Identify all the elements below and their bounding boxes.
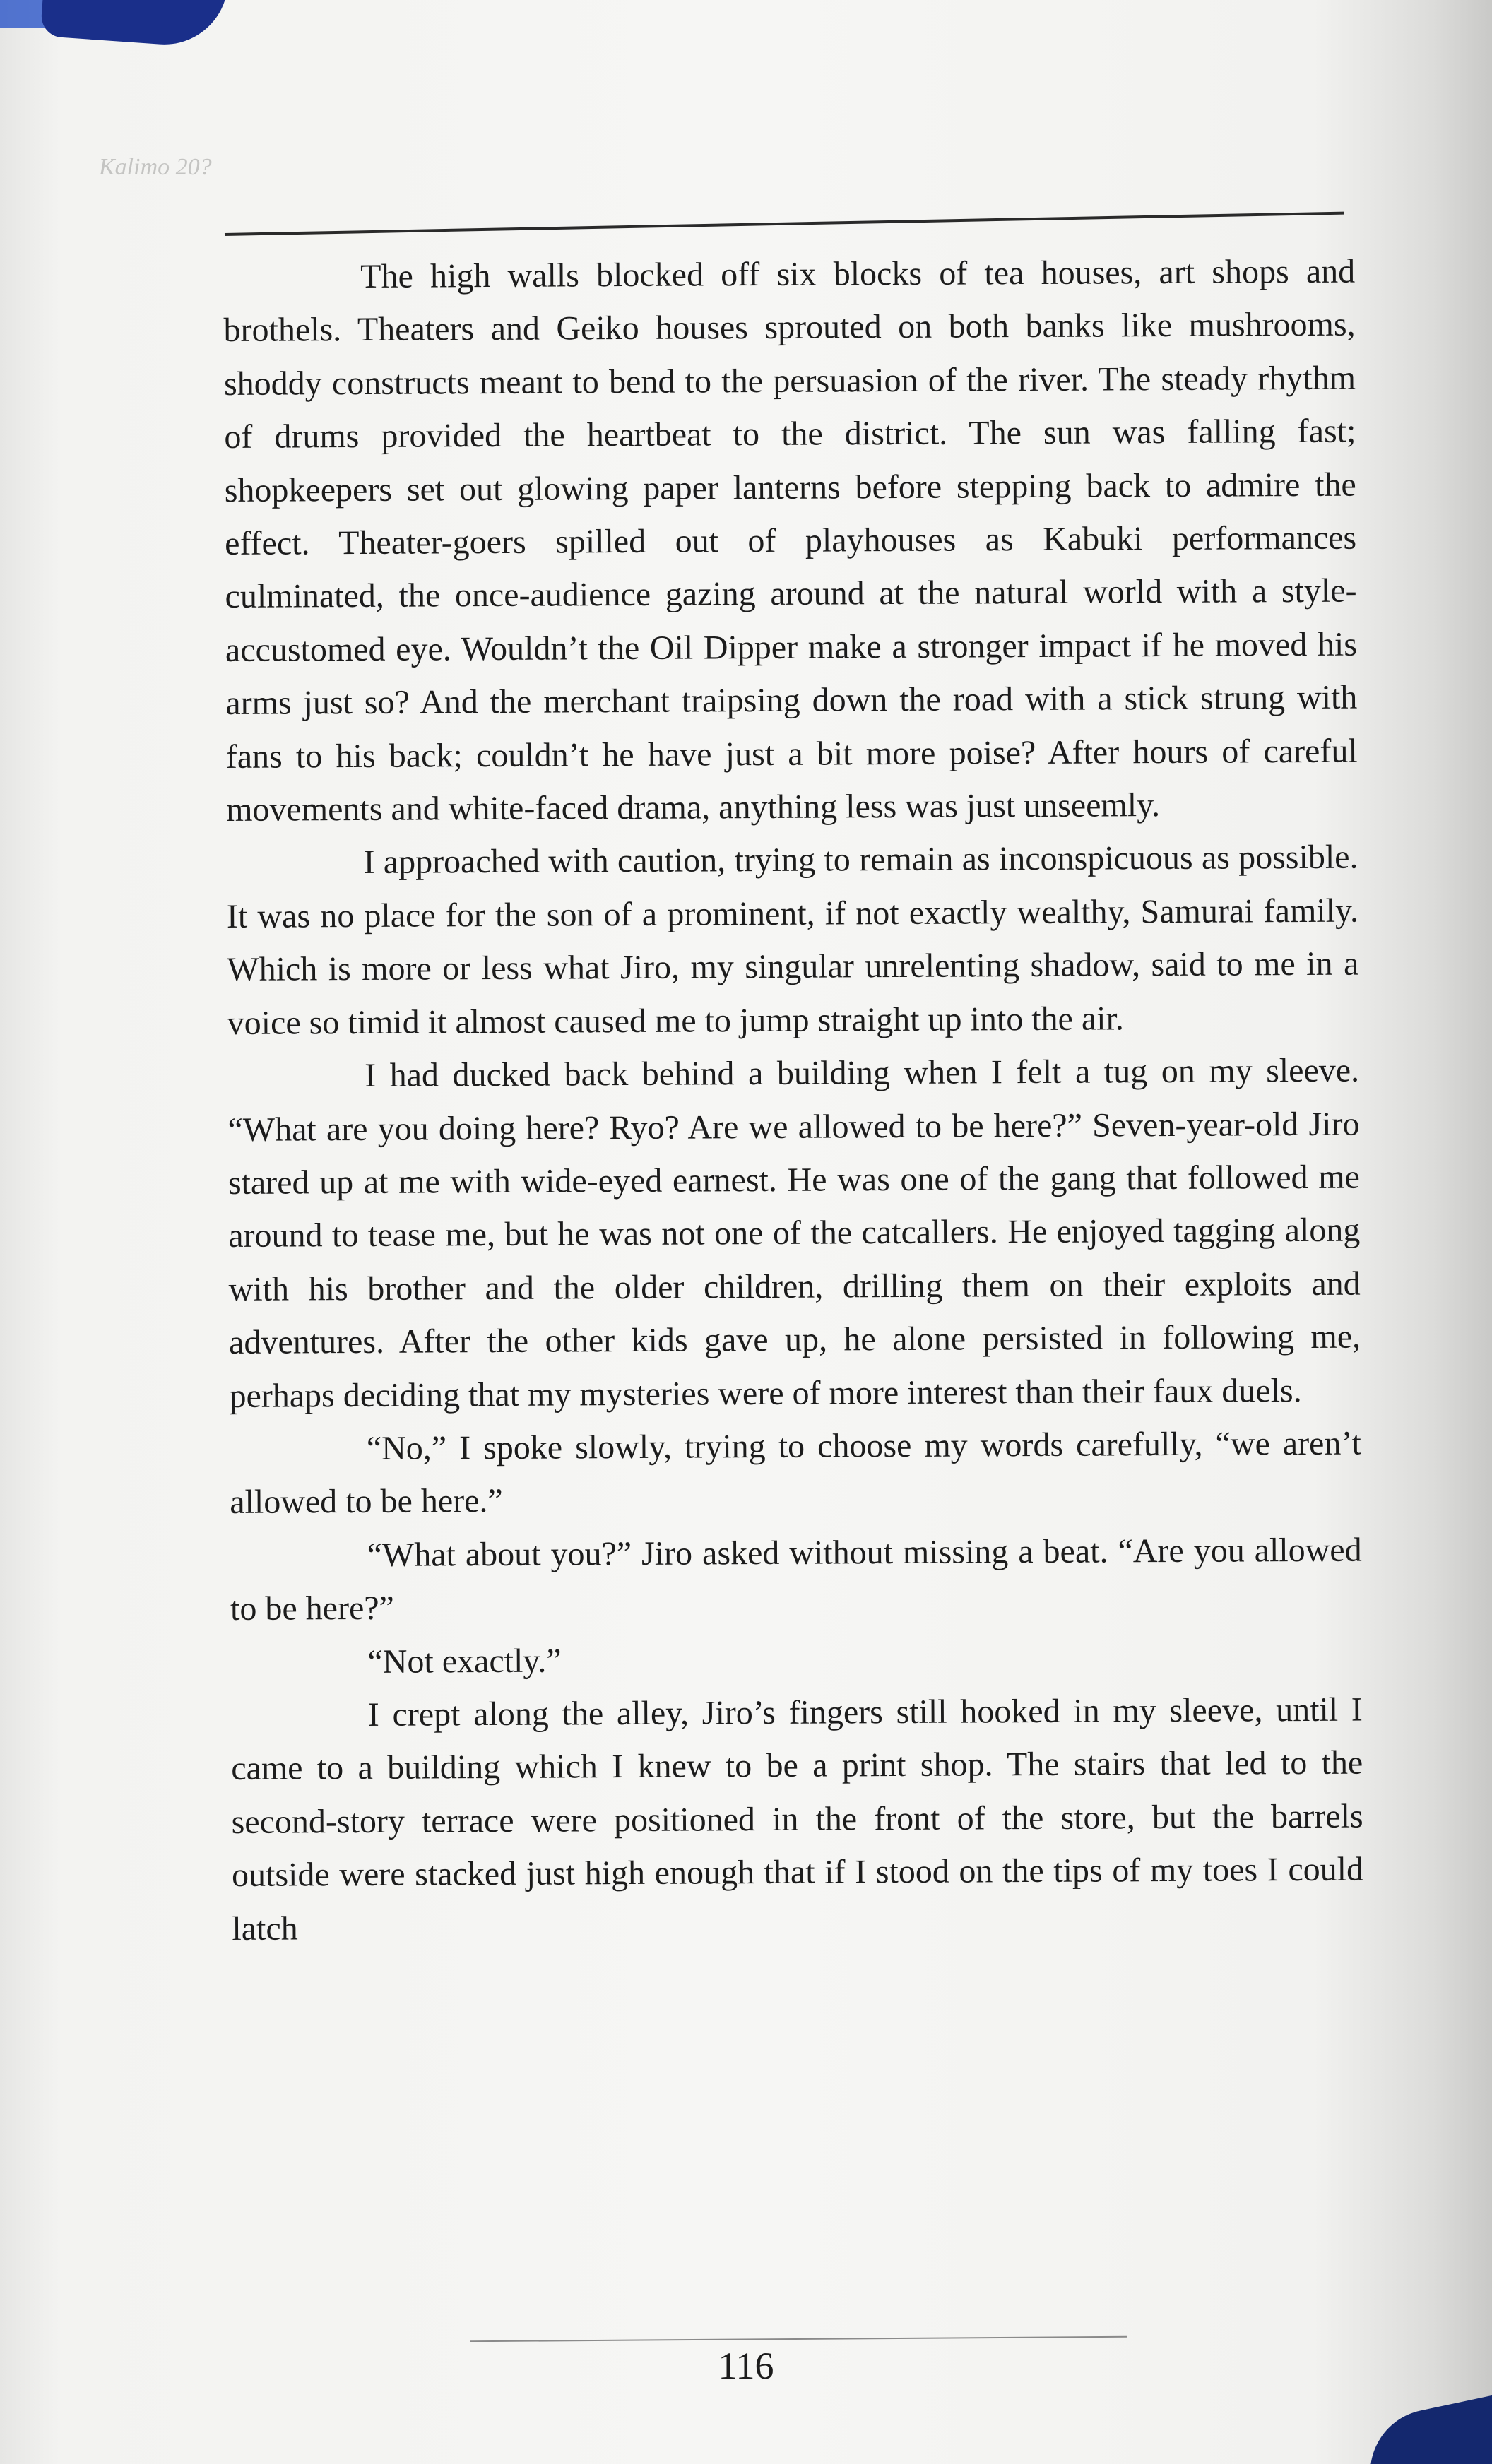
paragraph: “What about you?” Jiro asked without missing a beat. “Are you allowed to be here?” <box>230 1531 1362 1628</box>
paragraph: I crept along the alley, Jiro’s fingers still hooked in my sleeve, until I came to a building which I knew to be a print shop. The stairs that led to the second-story terrace were positioned in the front of the store, but the barrels outside were stacked just high enough that if I stood on the tips of my toes I could latch <box>231 1690 1364 1948</box>
header-rule <box>225 212 1344 236</box>
paragraph: “No,” I spoke slowly, trying to choose my words carefully, “we aren’t allowed to be here.” <box>230 1424 1361 1522</box>
running-head: Kalimo 20? <box>99 154 212 180</box>
body-text <box>223 245 1366 2292</box>
paragraph: The high walls blocked off six blocks of tea houses, art shops and brothels. Theaters and Geiko houses sprouted on both banks like mushrooms, shoddy constructs meant to bend to the persuasion of the river. The steady rhythm of drums provided the heartbeat to the district. The sun was falling fast; shopkeepers set out glowing paper lanterns before stepping back to admire the effect. Theater-goers spilled out of playhouses as Kabuki performances culminated, the once-audience gazing around at the natural world with a style-accustomed eye. Wouldn’t the Oil Dipper make a stronger impact if he moved his arms just so? And the merchant traipsing down the road with a stick strung with fans to his back; couldn’t he have just a bit more poise? After hours of careful movements and white-faced drama, anything less was just unseemly. <box>223 252 1358 829</box>
paragraph: I approached with caution, trying to remain as inconspicuous as possible. It was no place for the son of a prominent, if not exactly wealthy, Samurai family. Which is more or less what Jiro, my singular unrelenting shadow, said to me in a voice so timid it almost caused me to jump straight up into the air. <box>226 839 1359 1042</box>
footer-rule <box>470 2336 1127 2342</box>
background-object-top-blue <box>40 0 228 49</box>
paragraph: “Not exactly.” <box>367 1642 562 1681</box>
paragraph: I had ducked back behind a building when I felt a tug on my sleeve. “What are you doing here? Ryo? Are we allowed to be here?” Seven-year-old Jiro stared up at me with wide-eyed earnest. He was one of the gang that followed me around to tease me, but he was not one of the catcallers. He enjoyed tagging along with his brother and the older children, drilling them on their exploits and adventures. After the other kids gave up, he alone persisted in following me, perhaps deciding that my mysteries were of more interest than their faux duels. <box>227 1051 1361 1415</box>
background-object-bottom-blue <box>1358 2393 1492 2464</box>
page-number: 116 <box>718 2345 774 2387</box>
